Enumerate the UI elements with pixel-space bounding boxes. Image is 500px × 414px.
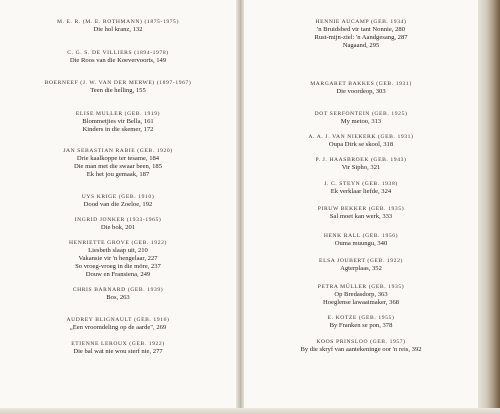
toc-entry xyxy=(244,110,478,126)
work-title: Die voordeop, 303 xyxy=(336,88,386,95)
author-heading: DOT SERFONTEIN (GEB. 1925) xyxy=(314,111,408,117)
work-title: Die bok, 201 xyxy=(100,224,136,231)
author-heading: HENK RALL (GEB. 1956) xyxy=(323,233,399,239)
toc-entry xyxy=(244,205,478,221)
toc-entry xyxy=(244,156,478,172)
toc-entry xyxy=(244,80,478,96)
toc-entry xyxy=(0,147,236,179)
author-heading: HENRIETTE GROVE (GEB. 1922) xyxy=(69,240,167,246)
work-title: My metoo, 313 xyxy=(340,118,382,125)
author-heading: HENNIE AUCAMP (GEB. 1934) xyxy=(315,19,407,25)
toc-entry xyxy=(0,110,236,134)
work-title: By Franken se pon, 378 xyxy=(329,322,393,329)
toc-entry xyxy=(0,18,236,34)
work-title: Kinders in die skemer, 172 xyxy=(82,126,154,133)
toc-entry xyxy=(244,283,478,307)
author-heading: CHRIS BARNARD (GEB. 1939) xyxy=(72,287,164,293)
toc-entry xyxy=(0,340,236,356)
work-title: Sal moet kan werk, 333 xyxy=(329,213,393,220)
work-title: Ouma muungu, 340 xyxy=(334,240,388,247)
work-title: Dood van die Zoeloe, 192 xyxy=(83,201,153,208)
work-title: Vakansie vir 'n hengelaar, 227 xyxy=(78,255,158,262)
work-title: Liesbeth slaap uit, 210 xyxy=(88,247,148,254)
work-title: Drie kaalkoppe ter tesame, 184 xyxy=(76,155,160,162)
work-title: Die bal wat nie wou sterf nie, 277 xyxy=(73,348,163,355)
author-heading: PIRUW BEKKER (GEB. 1935) xyxy=(317,206,405,212)
work-title: Vir Sipho, 321 xyxy=(341,164,381,171)
work-title: Die man met die swaar been, 185 xyxy=(73,163,163,170)
work-title: So vroeg-vroeg in die mōre, 237 xyxy=(75,263,161,270)
author-heading: ETIENNE LEROUX (GEB. 1922) xyxy=(71,341,165,347)
author-heading: M. E. R. (M. E. ROTHMANN) (1875-1975) xyxy=(56,19,180,25)
work-title: 'n Bruidsbed vir tant Nonnie, 280 xyxy=(317,26,405,33)
toc-entry xyxy=(0,216,236,232)
author-heading: C. G. S. DE VILLIERS (1894-1978) xyxy=(67,50,169,56)
work-title: Rust-mijn-ziel: 'n Aandgesang, 287 xyxy=(314,34,408,41)
work-title: „Een vroomdeling op de aarde", 269 xyxy=(69,324,167,331)
work-title: Teen die helling, 155 xyxy=(90,87,146,94)
work-title: Nagaand, 295 xyxy=(342,42,380,49)
work-title: Op Bredasdorp, 363 xyxy=(334,291,388,298)
work-title: Agterplaas, 352 xyxy=(340,265,382,272)
author-heading: MARGARET BAKKES (GEB. 1931) xyxy=(310,81,412,87)
page-edge-right xyxy=(478,0,500,414)
book-gutter xyxy=(236,0,244,414)
toc-entry xyxy=(0,79,236,95)
left-page xyxy=(0,0,236,414)
toc-entry xyxy=(244,232,478,248)
right-page xyxy=(244,0,478,414)
work-title: By die skryf van aantekeninge oor 'n reis, 392 xyxy=(300,346,422,353)
toc-entry xyxy=(0,286,236,302)
toc-entry xyxy=(244,338,478,354)
author-heading: BOERNEEF (J. W. VAN DER MERWE) (1897-1967) xyxy=(44,80,192,86)
author-heading: INGRID JONKER (1933-1965) xyxy=(74,217,162,223)
work-title: Oupa Dirk se skool, 318 xyxy=(328,141,394,148)
author-heading: PETRA MÜLLER (GEB. 1935) xyxy=(317,284,405,290)
author-heading: JAN SEBASTIAN RABIE (GEB. 1920) xyxy=(63,148,173,154)
author-heading: KOOS PRINSLOO (GEB. 1957) xyxy=(316,339,406,345)
toc-entry xyxy=(244,18,478,50)
toc-entry xyxy=(0,193,236,209)
author-heading: ELISE MULLER (GEB. 1919) xyxy=(75,111,161,117)
author-heading: E. KOTZE (GEB. 1955) xyxy=(327,315,395,321)
work-title: Die Roos van die Koevervoorts, 149 xyxy=(69,57,167,64)
work-title: Ek het jou gemaak, 187 xyxy=(86,171,150,178)
work-title: Douw en Fransiena, 249 xyxy=(85,271,151,278)
work-title: Blommetjies vir Bella, 161 xyxy=(82,118,154,125)
toc-entry xyxy=(0,239,236,279)
author-heading: P. J. HAASBROEK (GEB. 1943) xyxy=(315,157,407,163)
author-heading: J. C. STEYN (GEB. 1938) xyxy=(324,181,398,187)
author-heading: ELSA JOUBERT (GEB. 1922) xyxy=(319,258,403,264)
toc-entry xyxy=(244,314,478,330)
work-title: Ek verklaar liefde, 324 xyxy=(330,188,392,195)
work-title: Bos, 263 xyxy=(106,294,130,301)
toc-entry xyxy=(244,180,478,196)
toc-entry xyxy=(0,49,236,65)
work-title: Hoeglense lawaaimaker, 368 xyxy=(322,299,400,306)
toc-entry xyxy=(244,133,478,149)
author-heading: AUDREY BLIGNAULT (GEB. 1916) xyxy=(66,317,170,323)
work-title: Die hol kranz, 132 xyxy=(93,26,143,33)
author-heading: UYS KRIGE (GEB. 1910) xyxy=(81,194,155,200)
toc-entry xyxy=(0,316,236,332)
toc-entry xyxy=(244,257,478,273)
author-heading: A. A. J. VAN NIEKERK (GEB. 1931) xyxy=(308,134,414,140)
